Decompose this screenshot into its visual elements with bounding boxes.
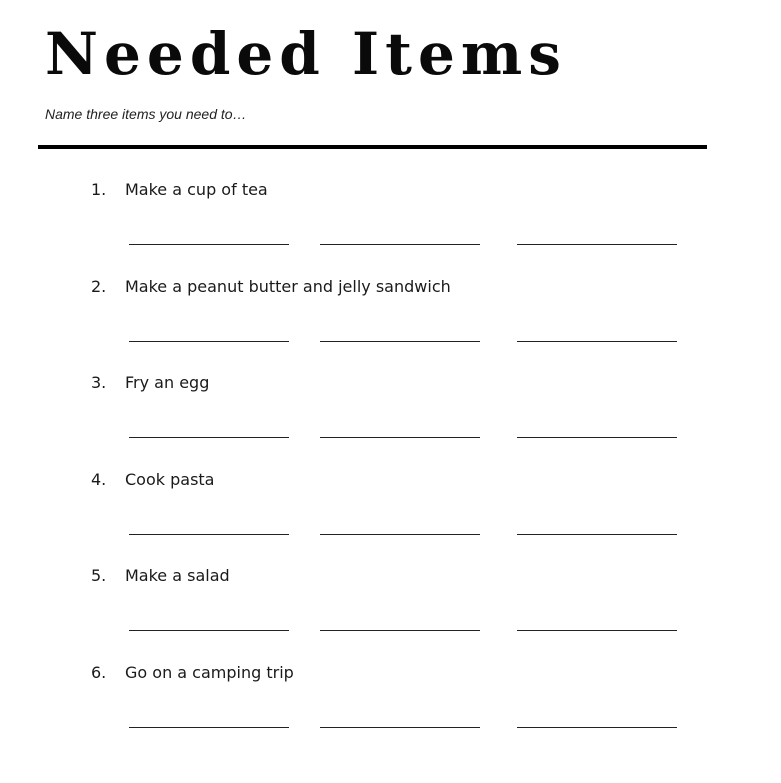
answer-blank-1[interactable]	[129, 534, 289, 535]
item-number: 6.	[91, 662, 107, 682]
answer-blank-2[interactable]	[320, 437, 480, 438]
list-item	[0, 275, 781, 372]
answer-blank-1[interactable]	[129, 437, 289, 438]
item-list	[0, 178, 781, 757]
answer-blank-2[interactable]	[320, 630, 480, 631]
item-number: 5.	[91, 566, 107, 585]
item-prompt: Make a cup of tea	[125, 180, 268, 199]
list-item	[0, 468, 781, 565]
page-title: Needed Items	[45, 20, 567, 88]
answer-blank-2[interactable]	[320, 534, 480, 535]
answer-blank-3[interactable]	[517, 630, 677, 631]
item-number: 3.	[91, 373, 107, 392]
answer-blank-3[interactable]	[517, 341, 677, 342]
item-prompt: Make a salad	[125, 566, 230, 585]
answer-blank-1[interactable]	[129, 630, 289, 631]
list-item	[0, 564, 781, 661]
answer-blank-2[interactable]	[320, 341, 480, 342]
item-prompt: Fry an egg	[125, 373, 210, 392]
instructions: Name three items you need to…	[45, 106, 247, 122]
item-number: 1.	[91, 180, 107, 199]
list-item	[0, 661, 781, 758]
item-number: 2.	[91, 276, 107, 296]
header-divider	[38, 145, 707, 149]
item-prompt: Cook pasta	[125, 469, 215, 489]
answer-blank-1[interactable]	[129, 244, 289, 245]
list-item	[0, 178, 781, 275]
item-prompt: Go on a camping trip	[125, 662, 294, 682]
answer-blank-3[interactable]	[517, 534, 677, 535]
answer-blank-1[interactable]	[129, 341, 289, 342]
answer-blank-2[interactable]	[320, 244, 480, 245]
item-prompt: Make a peanut butter and jelly sandwich	[125, 276, 451, 296]
answer-blank-2[interactable]	[320, 727, 480, 728]
answer-blank-3[interactable]	[517, 437, 677, 438]
answer-blank-3[interactable]	[517, 244, 677, 245]
item-number: 4.	[91, 469, 107, 489]
answer-blank-1[interactable]	[129, 727, 289, 728]
list-item	[0, 371, 781, 468]
answer-blank-3[interactable]	[517, 727, 677, 728]
